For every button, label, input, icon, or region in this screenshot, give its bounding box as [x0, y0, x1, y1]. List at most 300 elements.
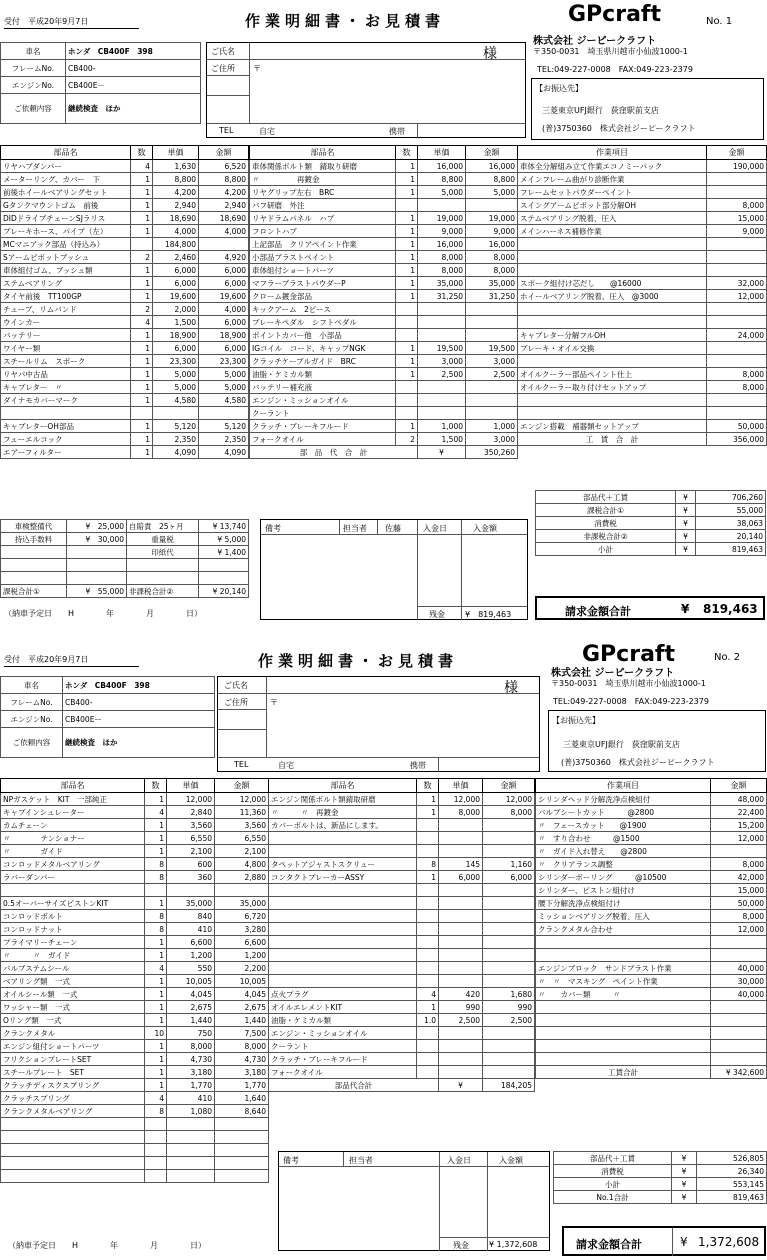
table-cell — [1, 1157, 145, 1170]
table-cell: 50,000 — [711, 897, 767, 910]
table-cell: 6,600 — [215, 936, 269, 949]
table-cell: メーターリング、カバー 下 — [1, 173, 131, 186]
work-table — [535, 778, 767, 1079]
table-cell: 2,675 — [167, 1001, 215, 1014]
table-row — [536, 988, 767, 1001]
table-cell — [483, 936, 535, 949]
table-cell — [417, 1027, 439, 1040]
table-cell: 19,500 — [466, 342, 518, 355]
table-cell: 410 — [167, 923, 215, 936]
table-cell: 腰下分解洗浄点検組付け — [536, 897, 711, 910]
table-cell: 油脂・ケミカル類 — [250, 368, 396, 381]
table-cell: 1 — [396, 264, 418, 277]
table-row — [250, 186, 518, 199]
yen-sign: ¥ — [85, 534, 91, 544]
weight-tax-label: 重量税 — [127, 533, 199, 546]
table-cell: 1,200 — [167, 949, 215, 962]
table-cell: 1 — [145, 975, 167, 988]
table-cell: 11,360 — [215, 806, 269, 819]
table-row — [518, 316, 767, 329]
table-row — [536, 793, 767, 806]
table-cell — [707, 186, 767, 199]
table-cell: 35,000 — [167, 897, 215, 910]
table-row — [1, 1079, 269, 1092]
table-cell — [269, 832, 417, 845]
table-cell: 1 — [145, 793, 167, 806]
mobile-phone-label: 携帯 — [410, 761, 426, 770]
table-cell: 1 — [131, 342, 153, 355]
table-cell: 4 — [131, 316, 153, 329]
sheet-number: No. 1 — [706, 16, 733, 27]
table-cell: 526,805 — [697, 1152, 767, 1165]
table-cell — [167, 1131, 215, 1144]
table-cell: バッテリー — [1, 329, 131, 342]
table-cell: MCマニアック部品（持込み） — [1, 238, 131, 251]
table-cell: 2,500 — [483, 1014, 535, 1027]
table-row — [518, 368, 767, 381]
table-cell: 4,200 — [199, 186, 249, 199]
received-field — [4, 654, 139, 667]
table-cell: 1,500 — [153, 316, 199, 329]
table-cell: 1 — [396, 160, 418, 173]
table-row — [518, 212, 767, 225]
table-row — [1, 186, 249, 199]
yen-sign: ¥ — [418, 446, 466, 459]
received-date: 平成20年9月7日 — [28, 17, 89, 26]
table-cell — [269, 897, 417, 910]
table-cell — [1, 407, 131, 420]
table-cell: 5,000 — [153, 381, 199, 394]
table-cell: 〃 〃 ガイド — [1, 949, 145, 962]
table-row — [1, 871, 269, 884]
table-row — [250, 212, 518, 225]
bank-account: (普)3750360 株式会社ジーピークラフト — [542, 124, 696, 133]
table-row — [269, 832, 535, 845]
table-cell: 小部品ブラストペイント — [250, 251, 396, 264]
table-cell: 1 — [131, 186, 153, 199]
table-row — [1, 407, 249, 420]
table-cell: エンジン関係ボルト類錆取研磨 — [269, 793, 417, 806]
mobile-phone-label: 携帯 — [389, 127, 405, 136]
table-cell: 32,000 — [707, 277, 767, 290]
table-row — [250, 316, 518, 329]
table-cell: 〃 フェースカット @1900 — [536, 819, 711, 832]
bank-name: 三菱東京UFJ銀行 荻窪駅前支店 — [542, 106, 659, 115]
table-cell — [518, 264, 707, 277]
table-cell: 6,000 — [199, 342, 249, 355]
table-cell: シリンダーボーリング @10500 — [536, 871, 711, 884]
table-cell: 16,000 — [418, 160, 466, 173]
table-row — [536, 806, 767, 819]
table-cell: 1 — [396, 355, 418, 368]
table-cell: ミッションベアリング脱着、圧入 — [536, 910, 711, 923]
table-cell: 4 — [145, 962, 167, 975]
delivery-date: （納車予定日 H 年 月 日） — [4, 609, 203, 618]
table-row — [536, 845, 767, 858]
table-row — [1, 251, 249, 264]
table-cell: 48,000 — [711, 793, 767, 806]
table-cell: クランクメタルベアリング — [1, 1105, 145, 1118]
table-cell — [396, 199, 418, 212]
table-cell: 2 — [396, 433, 418, 446]
table-cell: 1 — [131, 225, 153, 238]
col-qty: 数 — [131, 146, 153, 160]
table-cell — [483, 923, 535, 936]
table-row — [1, 936, 269, 949]
table-cell: 8,800 — [466, 173, 518, 186]
table-cell: 18,690 — [199, 212, 249, 225]
table-row — [536, 949, 767, 962]
parts-table-left — [0, 778, 269, 1183]
table-row — [518, 329, 767, 342]
parts-table-right — [268, 778, 535, 1092]
yen-sign: ¥ — [676, 530, 696, 543]
table-cell: 1 — [417, 793, 439, 806]
postal-mark: 〒 — [253, 64, 261, 73]
table-cell: 1,200 — [215, 949, 269, 962]
table-cell — [711, 1001, 767, 1014]
received-field — [4, 16, 139, 29]
table-cell: IGコイル コード、キャップNGK — [250, 342, 396, 355]
request-value: 継続検査 ほか — [66, 94, 201, 124]
table-cell: キャブレター分解フルOH — [518, 329, 707, 342]
table-cell: 1 — [131, 329, 153, 342]
table-row — [536, 543, 766, 556]
table-cell — [518, 251, 707, 264]
balance-label: 残金 — [429, 610, 445, 619]
table-row — [269, 1001, 535, 1014]
table-cell: 12,000 — [439, 793, 483, 806]
table-cell: 990 — [439, 1001, 483, 1014]
table-cell: 1 — [145, 1014, 167, 1027]
table-row — [250, 199, 518, 212]
yen-sign: ¥ — [465, 610, 471, 619]
table-cell: スチールプレート SET — [1, 1066, 145, 1079]
jibai-fee: 13,740 — [219, 521, 246, 531]
table-cell: Gタンクマウントゴム 前後 — [1, 199, 131, 212]
table-cell — [483, 845, 535, 858]
table-row — [518, 264, 767, 277]
table-cell: 6,720 — [215, 910, 269, 923]
table-cell: 上記部品 クリアペイント作業 — [250, 238, 396, 251]
table-cell: 1,440 — [215, 1014, 269, 1027]
table-cell: 8,000 — [439, 806, 483, 819]
table-cell — [536, 1053, 711, 1066]
table-row — [1, 858, 269, 871]
table-cell: 前後ホイールベアリングセット — [1, 186, 131, 199]
table-cell: 8,000 — [707, 199, 767, 212]
yen-sign: ¥ — [676, 504, 696, 517]
car-name-value: ホンダ CB400F 398 — [66, 43, 201, 60]
table-cell — [439, 897, 483, 910]
balance-label: 残金 — [453, 1241, 469, 1250]
table-row — [1, 355, 249, 368]
table-cell: 1 — [131, 212, 153, 225]
table-cell: 12,000 — [215, 793, 269, 806]
car-name-label: 車名 — [1, 43, 66, 60]
table-cell: 1 — [131, 290, 153, 303]
table-cell — [418, 303, 466, 316]
table-row — [269, 884, 535, 897]
table-cell: クラッチ・ブレーキフルード — [269, 1053, 417, 1066]
table-cell: 18,900 — [153, 329, 199, 342]
table-cell: 3,560 — [167, 819, 215, 832]
inspection-fee: 25,000 — [97, 521, 124, 531]
table-cell: オイルエレメントKIT — [269, 1001, 417, 1014]
table-cell — [269, 936, 417, 949]
remarks-label: 備考 — [265, 524, 281, 533]
table-cell: バフ研磨 外注 — [250, 199, 396, 212]
table-cell: 4,045 — [167, 988, 215, 1001]
table-cell: エンジンブロック サンドブラスト作業 — [536, 962, 711, 975]
engine-no-value: CB400Eー — [63, 711, 215, 728]
table-row — [536, 897, 767, 910]
table-cell — [483, 975, 535, 988]
table-row — [518, 186, 767, 199]
stamp-label: 印紙代 — [127, 546, 199, 559]
table-cell: 2,500 — [466, 368, 518, 381]
table-row — [1, 1053, 269, 1066]
company-address: 〒350-0031 埼玉県川越市小仙波1000-1 — [533, 47, 688, 56]
table-cell: 1 — [131, 446, 153, 459]
table-row — [536, 1040, 767, 1053]
table-cell: クランクメタル合わせ — [536, 923, 711, 936]
table-row — [1, 394, 249, 407]
table-cell — [417, 1040, 439, 1053]
summary-table — [535, 490, 766, 556]
table-cell — [417, 884, 439, 897]
table-cell — [711, 1027, 767, 1040]
table-cell: 12,000 — [167, 793, 215, 806]
table-cell: 184,800 — [153, 238, 199, 251]
table-cell: 2,460 — [153, 251, 199, 264]
table-row — [518, 381, 767, 394]
table-cell — [439, 819, 483, 832]
table-cell — [439, 975, 483, 988]
table-cell: キャブレターOH部品 — [1, 420, 131, 433]
grand-total-value: 1,372,608 — [698, 1235, 760, 1249]
table-cell: 1,680 — [483, 988, 535, 1001]
table-cell — [707, 264, 767, 277]
table-cell — [439, 1066, 483, 1079]
table-cell: 1 — [145, 845, 167, 858]
table-cell — [145, 1170, 167, 1183]
col-amount: 金額 — [466, 146, 518, 160]
taxable-total: 55,000 — [97, 586, 124, 596]
table-cell: Sアームピボットブッシュ — [1, 251, 131, 264]
table-cell: コンロッドボルト — [1, 910, 145, 923]
table-cell: 車体全分解組み立て作業エコノミーパック — [518, 160, 707, 173]
company-tel: TEL:049-227-0008 FAX:049-223-2379 — [537, 65, 693, 74]
table-row — [1, 1157, 269, 1170]
table-cell: ブレーキペダル シフトペダル — [250, 316, 396, 329]
table-cell — [483, 1027, 535, 1040]
table-cell: 19,600 — [153, 290, 199, 303]
table-cell — [396, 316, 418, 329]
table-cell: 1 — [145, 1079, 167, 1092]
table-cell: タペットアジャストスクリュー — [269, 858, 417, 871]
table-cell: エアーフィルター — [1, 446, 131, 459]
table-cell: 8,640 — [215, 1105, 269, 1118]
table-row — [269, 1066, 535, 1079]
table-cell — [418, 407, 466, 420]
honorific: 様 — [504, 680, 518, 696]
table-cell: 6,000 — [199, 277, 249, 290]
grand-total-value: 819,463 — [703, 602, 758, 616]
customer-tel-label: TEL — [234, 760, 249, 769]
table-cell — [269, 845, 417, 858]
table-cell — [396, 329, 418, 342]
table-cell: 1 — [396, 368, 418, 381]
table-cell: 車体組付ショートパーツ — [250, 264, 396, 277]
table-cell — [215, 1144, 269, 1157]
table-cell: 2,500 — [418, 368, 466, 381]
vehicle-info-table — [0, 42, 201, 124]
table-cell: 8,000 — [707, 368, 767, 381]
paid-date-label: 入金日 — [423, 524, 447, 533]
yen-sign: ¥ — [672, 1178, 697, 1191]
table-cell — [417, 962, 439, 975]
summary-table — [553, 1151, 767, 1204]
table-cell: 非課税合計② — [536, 530, 676, 543]
col-part-name: 部品名 — [269, 779, 417, 793]
table-cell: 8,800 — [153, 173, 199, 186]
grand-total-label: 請求金額合計 — [565, 605, 631, 618]
customer-address-label: ご住所 — [224, 698, 248, 707]
customer-tel-label: TEL — [219, 126, 234, 135]
table-row — [1, 316, 249, 329]
table-cell: カムチェーン — [1, 819, 145, 832]
table-row — [1, 988, 269, 1001]
table-cell: クラッチ・ブレーキフルード — [250, 420, 396, 433]
labor-total-label: 工 賃 合 計 — [518, 433, 707, 446]
table-cell: コンロッドメタルベアリング — [1, 858, 145, 871]
table-cell — [536, 1027, 711, 1040]
table-cell — [439, 845, 483, 858]
yen-sign: ¥ — [217, 534, 223, 544]
table-cell — [396, 303, 418, 316]
table-cell — [536, 1040, 711, 1053]
table-cell: 8,800 — [199, 173, 249, 186]
table-row — [536, 910, 767, 923]
table-row — [536, 504, 766, 517]
table-cell — [518, 407, 707, 420]
table-cell: フリクションプレートSET — [1, 1053, 145, 1066]
table-cell: スチールリム スポーク — [1, 355, 131, 368]
table-row — [1, 381, 249, 394]
table-cell: 8 — [145, 923, 167, 936]
table-cell — [215, 1118, 269, 1131]
table-cell: 〃 すり合わせ @1500 — [536, 832, 711, 845]
table-cell — [167, 1157, 215, 1170]
table-cell: オイルクーラー取り付けセットアップ — [518, 381, 707, 394]
table-cell: 部品代＋工賃 — [536, 491, 676, 504]
table-cell — [439, 936, 483, 949]
table-cell: 42,000 — [711, 871, 767, 884]
table-cell: クローム鍍金部品 — [250, 290, 396, 303]
table-cell: 4 — [131, 160, 153, 173]
table-cell — [417, 1066, 439, 1079]
yen-sign: ¥ — [676, 491, 696, 504]
table-cell: 40,000 — [711, 988, 767, 1001]
table-cell: 3,180 — [167, 1066, 215, 1079]
table-cell: 8 — [417, 858, 439, 871]
table-cell: クラッチケーブルガイド BRC — [250, 355, 396, 368]
table-cell: 10 — [145, 1027, 167, 1040]
table-cell — [418, 394, 466, 407]
table-row — [536, 1027, 767, 1040]
table-cell: フロントハブ — [250, 225, 396, 238]
table-cell — [536, 1014, 711, 1027]
table-row — [250, 355, 518, 368]
table-cell: 5,120 — [199, 420, 249, 433]
table-cell: 8,000 — [707, 381, 767, 394]
table-cell: 410 — [167, 1092, 215, 1105]
yen-sign: ¥ — [439, 1079, 483, 1092]
table-cell: 38,063 — [696, 517, 766, 530]
table-cell: 消費税 — [554, 1165, 672, 1178]
table-cell: 55,000 — [696, 504, 766, 517]
table-cell: No.1合計 — [554, 1191, 672, 1204]
col-qty: 数 — [145, 779, 167, 793]
table-row — [1, 303, 249, 316]
table-cell: 2 — [131, 303, 153, 316]
table-row — [1, 160, 249, 173]
table-row — [269, 793, 535, 806]
table-row — [1, 225, 249, 238]
table-cell: 10,005 — [215, 975, 269, 988]
table-row — [536, 975, 767, 988]
table-row — [518, 251, 767, 264]
table-cell: 15,000 — [711, 884, 767, 897]
table-cell: 4,580 — [199, 394, 249, 407]
table-cell: 1,640 — [215, 1092, 269, 1105]
table-cell: 小計 — [554, 1178, 672, 1191]
yen-sign: ¥ — [85, 586, 91, 596]
table-row — [1, 264, 249, 277]
table-cell — [466, 381, 518, 394]
table-cell: 1 — [417, 1001, 439, 1014]
car-name-value: ホンダ CB400F 398 — [63, 677, 215, 694]
table-row — [518, 355, 767, 368]
table-row — [1, 420, 249, 433]
grand-yen: ¥ — [681, 602, 690, 616]
table-row — [518, 160, 767, 173]
postal-mark: 〒 — [270, 698, 278, 707]
table-cell: 420 — [439, 988, 483, 1001]
table-cell: 8 — [145, 1105, 167, 1118]
table-cell — [466, 316, 518, 329]
table-cell: 1,440 — [167, 1014, 215, 1027]
table-cell: 1 — [131, 355, 153, 368]
table-cell: 5,000 — [466, 186, 518, 199]
table-row — [536, 1001, 767, 1014]
table-cell: 1 — [396, 251, 418, 264]
home-phone-label: 自宅 — [278, 761, 294, 770]
table-cell: 4 — [145, 1092, 167, 1105]
table-row — [536, 936, 767, 949]
table-cell: シリンダヘッド分解洗浄点検組付 — [536, 793, 711, 806]
bank-info-box — [531, 78, 764, 140]
table-cell: エンジン・ミッションオイル — [250, 394, 396, 407]
table-cell — [439, 910, 483, 923]
col-unit-price: 単価 — [167, 779, 215, 793]
table-cell: ワッシャー類 一式 — [1, 1001, 145, 1014]
table-cell: 〃 〃 マスキング ペイント作業 — [536, 975, 711, 988]
table-row — [1, 1144, 269, 1157]
table-row — [518, 303, 767, 316]
table-row — [269, 819, 535, 832]
